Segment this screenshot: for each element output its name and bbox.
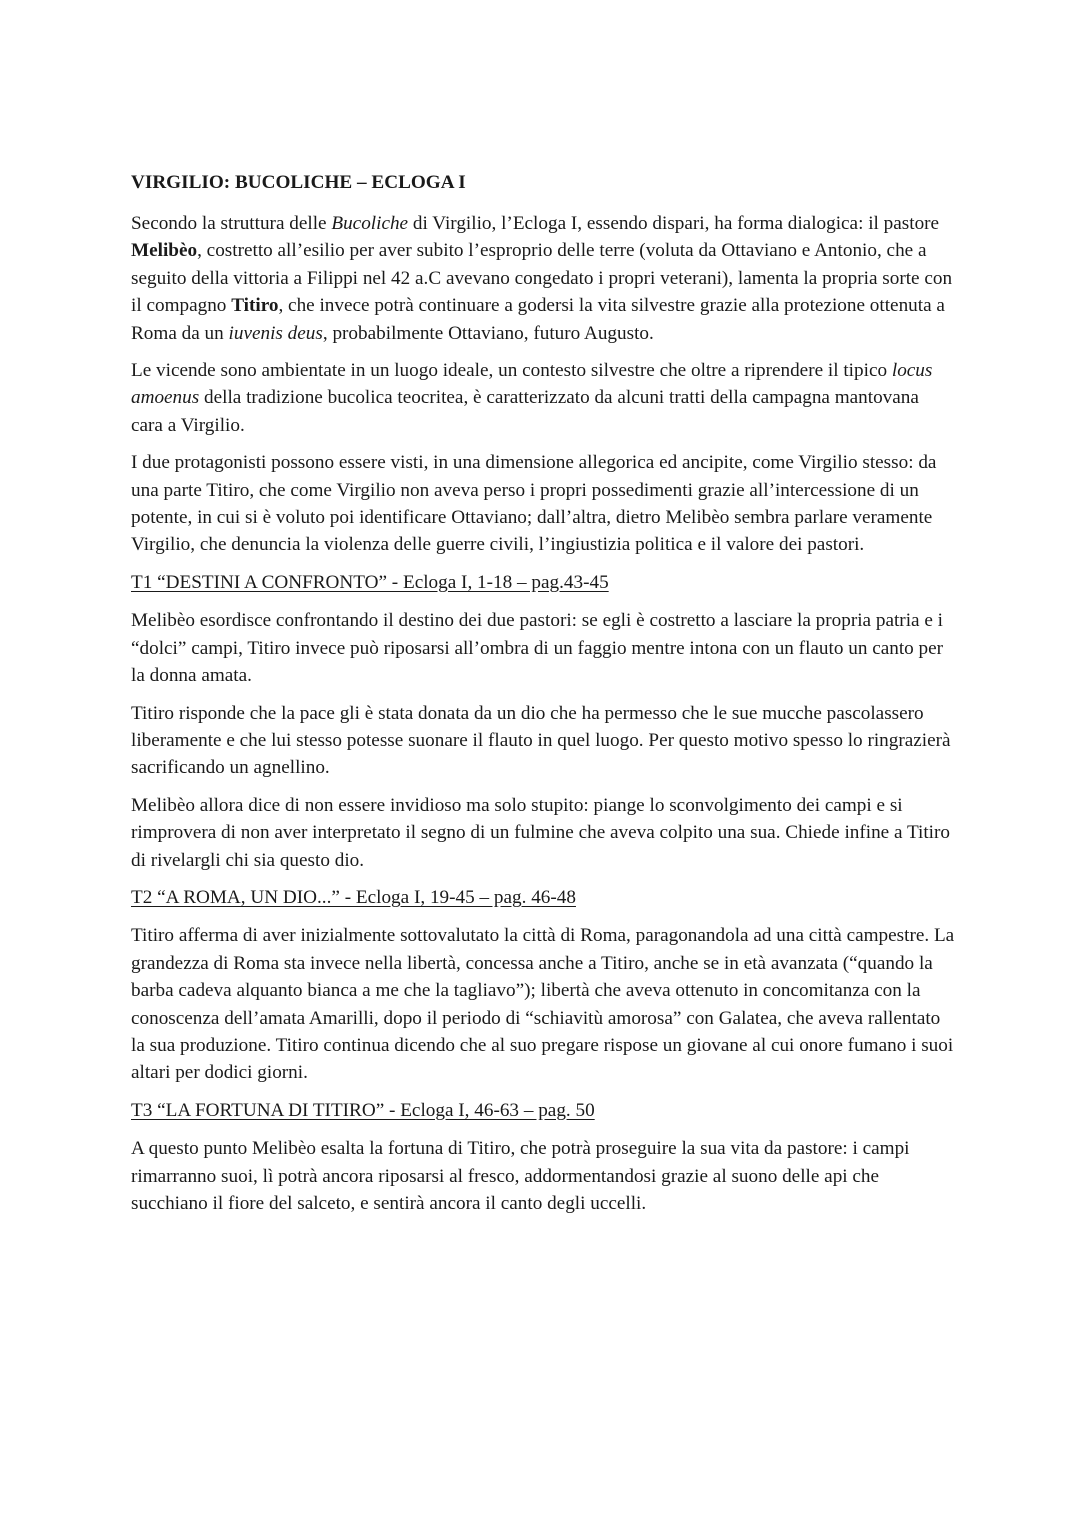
- section-heading-t2: T2 “A ROMA, UN DIO...” - Ecloga I, 19-45 – pag. 46-48: [131, 886, 576, 908]
- text-run: Secondo la struttura delle: [131, 213, 332, 234]
- intro-paragraph-2: [131, 357, 955, 439]
- text-run-italic: locus amoenus: [131, 360, 933, 409]
- text-run: della tradizione bucolica teocritea, è caratterizzato da alcuni tratti della campagna mantovana cara a Virgilio.: [131, 387, 919, 436]
- text-run-italic: Bucoliche: [331, 213, 409, 234]
- intro-paragraph-1: [131, 210, 955, 347]
- section-t2-paragraph-1: Titiro afferma di aver inizialmente sottovalutato la città di Roma, paragonandola ad una città campestre. La grandezza di Roma sta invece nella libertà, concessa anche a Titiro, anche se in età avanzata (“quando la barba cadeva alquanto bianca a me che la tagliavo”); libertà che aveva ottenuto in concomitanza con la conoscenza dell’amata Amarilli, dopo il periodo di “schiavitù amorosa” con Galatea, che aveva rallentato la sua produzione. Titiro continua dicendo che al suo pregare rispose un giovane al cui onore fumano i suoi altari per dodici giorni.: [131, 925, 955, 1084]
- section-t3-paragraph-1: A questo punto Melibèo esalta la fortuna di Titiro, che potrà proseguire la sua vita da pastore: i campi rimarranno suoi, lì potrà ancora riposarsi al fresco, addormentandosi grazie al suono delle api che succhiano il fiore del salceto, e sentirà ancora il canto degli uccelli.: [131, 1138, 910, 1214]
- text-run: , che invece potrà continuare a godersi la vita silvestre grazie alla protezione ottenuta a Roma da un: [131, 295, 945, 344]
- text-run-bold: Titiro: [231, 295, 279, 317]
- intro-paragraph-3: I due protagonisti possono essere visti, in una dimensione allegorica ed ancipite, come Virgilio stesso: da una parte Titiro, che come Virgilio non aveva perso i propri possedimenti grazie all’intercessione di un potente, in cui si è voluto poi identificare Ottaviano; dall’altra, dietro Melibèo sembra parlare veramente Virgilio, che denuncia la violenza delle guerre civili, l’ingiustizia politica e il valore dei pastori.: [131, 452, 937, 556]
- section-heading-t3: T3 “LA FORTUNA DI TITIRO” - Ecloga I, 46-63 – pag. 50: [131, 1099, 595, 1121]
- text-run: di Virgilio, l’Ecloga I, essendo dispari, ha forma dialogica: il pastore: [408, 213, 940, 234]
- section-t1-paragraph-1: Melibèo esordisce confrontando il destino dei due pastori: se egli è costretto a lasciare la propria patria e i “dolci” campi, Titiro invece può riposarsi all’ombra di un faggio mentre intona con un flauto un canto per la donna amata.: [131, 610, 944, 687]
- text-run: , probabilmente Ottaviano, futuro Augusto.: [322, 322, 654, 344]
- section-t1-paragraph-2: Titiro risponde che la pace gli è stata donata da un dio che ha permesso che le sue mucche pascolassero liberamente e che lui stesso potesse suonare il flauto in quel luogo. Per questo motivo spesso lo ringrazierà sacrificando un agnellino.: [131, 702, 951, 779]
- text-run-bold: Melibèo: [131, 240, 198, 262]
- text-run: Le vicende sono ambientate in un luogo ideale, un contesto silvestre che oltre a riprendere il tipico: [131, 360, 892, 382]
- text-run-italic: iuvenis deus: [228, 322, 323, 344]
- text-run: , costretto all’esilio per aver subito l’esproprio delle terre (voluta da Ottaviano e Antonio, che a seguito della vittoria a Filippi nel 42 a.C avevano congedato i propri veterani), lamenta la propria sorte con il compagno: [131, 240, 953, 317]
- document-page: [131, 168, 955, 1227]
- section-heading-t1: T1 “DESTINI A CONFRONTO” - Ecloga I, 1-18 – pag.43-45: [131, 571, 609, 593]
- section-t1-paragraph-3: Melibèo allora dice di non essere invidioso ma solo stupito: piange lo sconvolgimento dei campi e si rimprovera di non aver interpretato il segno di un fulmine che aveva colpito una sua. Chiede infine a Titiro di rivelargli chi sia questo dio.: [131, 794, 950, 871]
- document-title: VIRGILIO: BUCOLICHE – ECLOGA I: [131, 172, 466, 193]
